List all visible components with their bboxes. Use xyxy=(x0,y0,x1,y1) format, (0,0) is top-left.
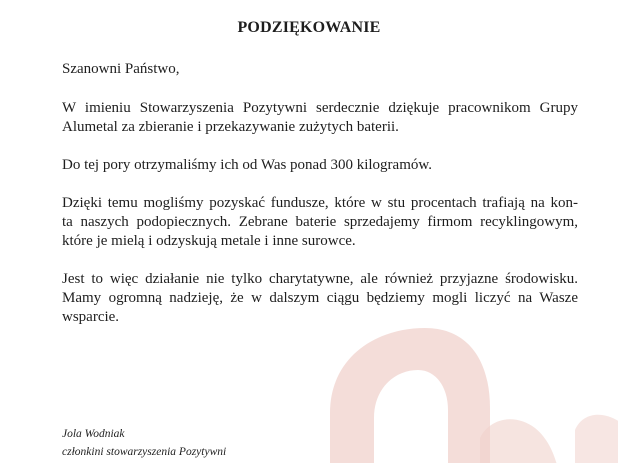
paragraph-line: Mamy ogromną nadzieję, że w dalszym ciągu będziemy mogli liczyć na Wasze xyxy=(62,290,578,306)
paragraph-line: wsparcie. xyxy=(62,309,120,325)
paragraph-funds xyxy=(62,194,578,251)
paragraph-thanks xyxy=(62,99,578,137)
paragraph-line: ta naszych podopiecznych. Zebrane baterie sprzedajemy firmom recyklingowym, xyxy=(62,214,578,230)
letter-body xyxy=(62,60,578,346)
paragraph-line: które je mielą i odzyskują metale i inne surowce. xyxy=(62,233,356,249)
paragraph-amount xyxy=(62,156,578,175)
paragraph-line: Dzięki temu mogliśmy pozyskać fundusze, które w stu procentach trafiają na kon- xyxy=(62,195,578,211)
paragraph-line: Do tej pory otrzymaliśmy ich od Was ponad 300 kilogramów. xyxy=(62,157,432,173)
signature-role: członkini stowarzyszenia Pozytywni xyxy=(62,446,227,458)
signature-block xyxy=(62,425,226,461)
paragraph-line: W imieniu Stowarzyszenia Pozytywni serdecznie dziękuje pracownikom Grupy xyxy=(62,100,578,116)
letter-title: PODZIĘKOWANIE xyxy=(237,19,381,36)
salutation: Szanowni Państwo, xyxy=(62,61,180,77)
paragraph-line: Alumetal za zbieranie i przekazywanie zużytych baterii. xyxy=(62,119,399,135)
paragraph-line: Jest to więc działanie nie tylko charytatywne, ale również przyjazne środowisku. xyxy=(62,271,578,287)
signature-name: Jola Wodniak xyxy=(62,428,125,440)
paragraph-hope xyxy=(62,270,578,327)
